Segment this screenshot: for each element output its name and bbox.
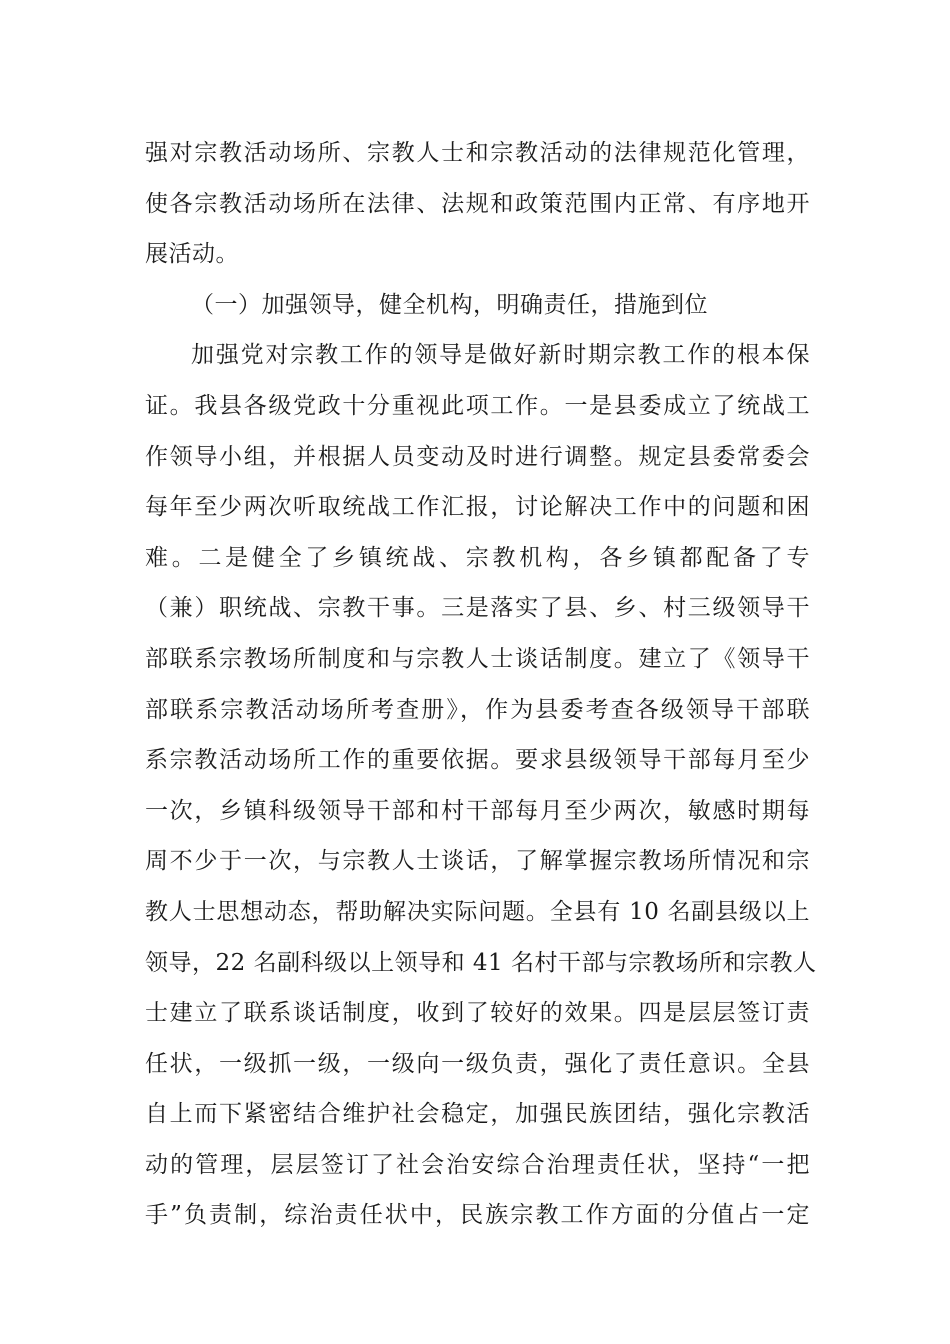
text-line: 手”负责制，综治责任状中，民族宗教工作方面的分值占一定 [145, 1202, 810, 1229]
text-line: 任状，一级抓一级，一级向一级负责，强化了责任意识。全县 [145, 1050, 810, 1077]
text-line: 自上而下紧密结合维护社会稳定，加强民族团结，强化宗教活 [145, 1101, 810, 1128]
text-line: 部联系宗教场所制度和与宗教人士谈话制度。建立了《领导干 [145, 645, 810, 672]
text-line: 每年至少两次听取统战工作汇报，讨论解决工作中的问题和困 [145, 494, 810, 521]
text-line: 一次，乡镇科级领导干部和村干部每月至少两次，敏感时期每 [145, 797, 810, 824]
text-line: （兼）职统战、宗教干事。三是落实了县、乡、村三级领导干 [145, 595, 810, 622]
text-line: 领导，22 名副科级以上领导和 41 名村干部与宗教场所和宗教人 [145, 949, 817, 976]
text-line: 证。我县各级党政十分重视此项工作。一是县委成立了统战工 [145, 392, 810, 419]
text-line: 加强党对宗教工作的领导是做好新时期宗教工作的根本保 [191, 342, 810, 369]
section-heading: （一）加强领导，健全机构，明确责任，措施到位 [191, 291, 708, 318]
text-line: 部联系宗教活动场所考查册》，作为县委考查各级领导干部联 [145, 696, 810, 723]
text-line: 作领导小组，并根据人员变动及时进行调整。规定县委常委会 [145, 443, 810, 470]
text-line: 强对宗教活动场所、宗教人士和宗教活动的法律规范化管理， [145, 140, 810, 166]
text-line: 使各宗教活动场所在法律、法规和政策范围内正常、有序地开 [145, 190, 810, 217]
text-line: 动的管理，层层签订了社会治安综合治理责任状，坚持“一把 [145, 1151, 810, 1178]
text-line: 教人士思想动态，帮助解决实际问题。全县有 10 名副县级以上 [145, 898, 810, 925]
text-line: 周不少于一次，与宗教人士谈话，了解掌握宗教场所情况和宗 [145, 848, 810, 875]
text-line: 系宗教活动场所工作的重要依据。要求县级领导干部每月至少 [145, 747, 810, 774]
text-line: 难。二是健全了乡镇统战、宗教机构，各乡镇都配备了专 [145, 544, 810, 571]
body-text [145, 128, 817, 1241]
text-line: 展活动。 [145, 241, 239, 268]
text-line: 士建立了联系谈话制度，收到了较好的效果。四是层层签订责 [145, 1000, 810, 1027]
